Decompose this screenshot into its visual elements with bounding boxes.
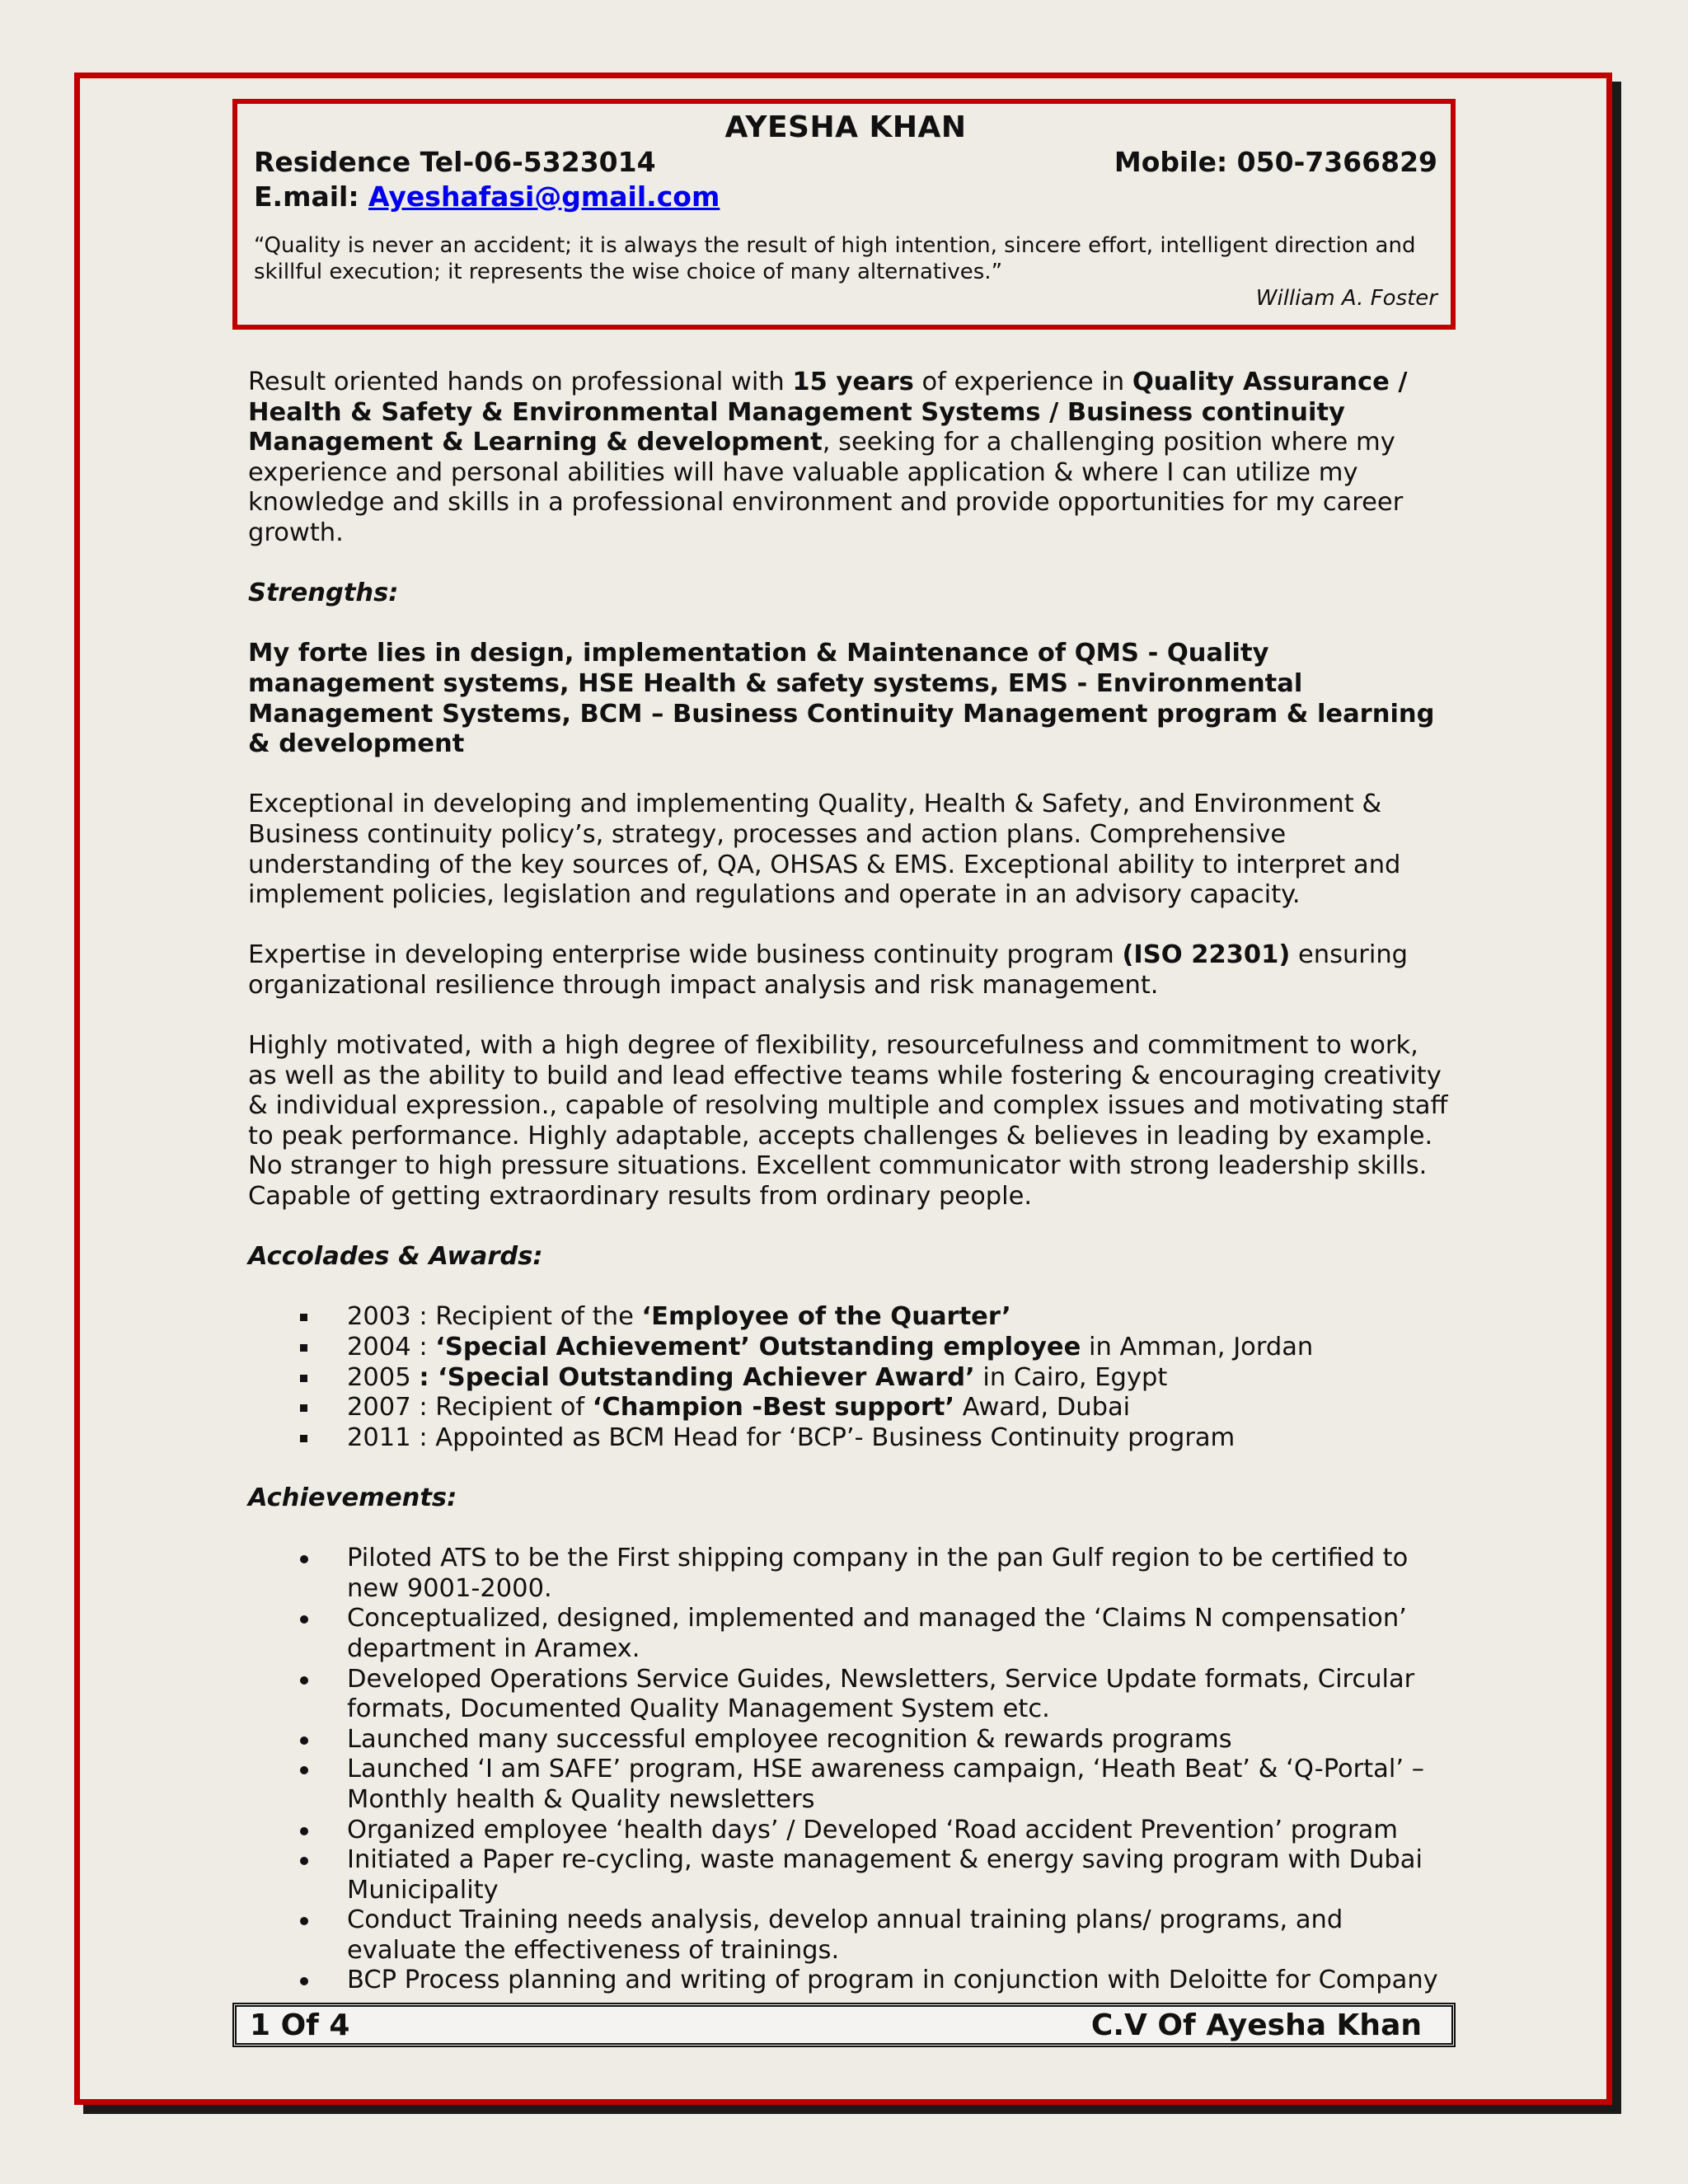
awards-list (248, 1302, 1451, 1453)
achievement-item: Piloted ATS to be the First shipping company in the pan Gulf region to be certified to new 9001-2000. (248, 1544, 1451, 1604)
mobile-phone: Mobile: 050-7366829 (1114, 146, 1437, 178)
award-item: 2004 : ‘Special Achievement’ Outstanding employee in Amman, Jordan (248, 1333, 1451, 1363)
award-item: 2003 : Recipient of the ‘Employee of the Quarter’ (248, 1302, 1451, 1333)
candidate-name: AYESHA KHAN (724, 110, 967, 144)
summary-paragraph (248, 368, 1451, 549)
achievements-heading: Achievements: (248, 1483, 457, 1512)
strengths-paragraph-3: Highly motivated, with a high degree of flexibility, resourcefulness and commitment to work, as well as the ability to build and lead effective teams while fostering & encouraging creativity & individual expression., capable of resolving multiple and complex issues and motivating staff to peak performance. Highly adaptable, accepts challenges & believes in leading by example. No stranger to high pressure situations. Excellent communicator with strong leadership skills. Capable of getting extraordinary results from ordinary people. (248, 1031, 1448, 1212)
quote-author: William A. Foster (1255, 286, 1437, 311)
achievement-item: BCP Process planning and writing of program in conjunction with Deloitte for Company (248, 1966, 1451, 1996)
achievement-item: Conduct Training needs analysis, develop annual training plans/ programs, and evaluate the effectiveness of trainings. (248, 1905, 1451, 1966)
achievement-item: Developed Operations Service Guides, Newsletters, Service Update formats, Circular formats, Documented Quality Management System etc. (248, 1665, 1451, 1725)
residence-phone: Residence Tel-06-5323014 (254, 146, 656, 178)
achievements-list (248, 1544, 1451, 1996)
summary-text-1: Result oriented hands on professional with (248, 368, 793, 396)
summary-text-3: , seeking for a challenging position where my experience and personal abilities will have valuable application & where I can utilize my knowledge and skills in a professional environment and provide opportunities for my career growth. (248, 428, 1404, 547)
iso-text-1: Expertise in developing enterprise wide business continuity program (248, 940, 1123, 970)
awards-heading: Accolades & Awards: (248, 1242, 543, 1272)
email-label: E.mail: (254, 180, 369, 213)
strengths-heading: Strengths: (248, 579, 399, 608)
page-number: 1 Of 4 (250, 2008, 350, 2042)
iso-text-2: ensuring organizational resilience through impact analysis and risk management. (248, 940, 1409, 1000)
achievement-item: Initiated a Paper re-cycling, waste management & energy saving program with Dubai Municipality (248, 1845, 1451, 1905)
contact-row (254, 145, 1437, 180)
achievement-item: Launched many successful employee recognition & rewards programs (248, 1725, 1451, 1755)
achievement-item: Launched ‘I am SAFE’ program, HSE awareness campaign, ‘Heath Beat’ & ‘Q-Portal’ – Monthly health & Quality newsletters (248, 1755, 1451, 1815)
summary-years: 15 years (792, 368, 914, 396)
award-item: 2011 : Appointed as BCM Head for ‘BCP’- Business Continuity program (248, 1423, 1451, 1454)
achievement-item: Organized employee ‘health days’ / Developed ‘Road accident Prevention’ program (248, 1816, 1451, 1846)
summary-areas: Quality Assurance / Health & Safety & Environmental Management Systems / Business continuity Management & Learning & development (248, 368, 1408, 457)
email-row (254, 180, 1437, 214)
iso-standard: (ISO 22301) (1122, 940, 1291, 970)
award-item: 2007 : Recipient of ‘Champion -Best support’ Award, Dubai (248, 1393, 1451, 1423)
email-link[interactable]: Ayeshafasi@gmail.com (368, 180, 720, 213)
summary-text-2: of experience in (913, 368, 1132, 396)
header-box (232, 99, 1456, 330)
footer-title: C.V Of Ayesha Khan (1090, 2008, 1422, 2042)
cv-content (248, 368, 1451, 1996)
strengths-paragraph-1: Exceptional in developing and implementing Quality, Health & Safety, and Environment & Business continuity policy’s, strategy, processes and action plans. Comprehensive understanding of the key sources of, QA, OHSAS & EMS. Exceptional ability to interpret and implement policies, legislation and regulations and operate in an advisory capacity. (248, 790, 1401, 910)
footer-box (232, 2003, 1456, 2047)
strengths-paragraph-2 (248, 940, 1451, 1001)
forte-paragraph: My forte lies in design, implementation & Maintenance of QMS - Quality management systems, HSE Health & safety systems, EMS - Environmental Management Systems, BCM – Business Continuity Management program & learning & development (248, 639, 1435, 759)
achievement-item: Conceptualized, designed, implemented and managed the ‘Claims N compensation’ department in Aramex. (248, 1604, 1451, 1664)
quote: “Quality is never an accident; it is always the result of high intention, sincere effort, intelligent direction and skillful execution; it represents the wise choice of many alternatives.” (254, 233, 1416, 284)
award-item: 2005 : ‘Special Outstanding Achiever Award’ in Cairo, Egypt (248, 1363, 1451, 1394)
